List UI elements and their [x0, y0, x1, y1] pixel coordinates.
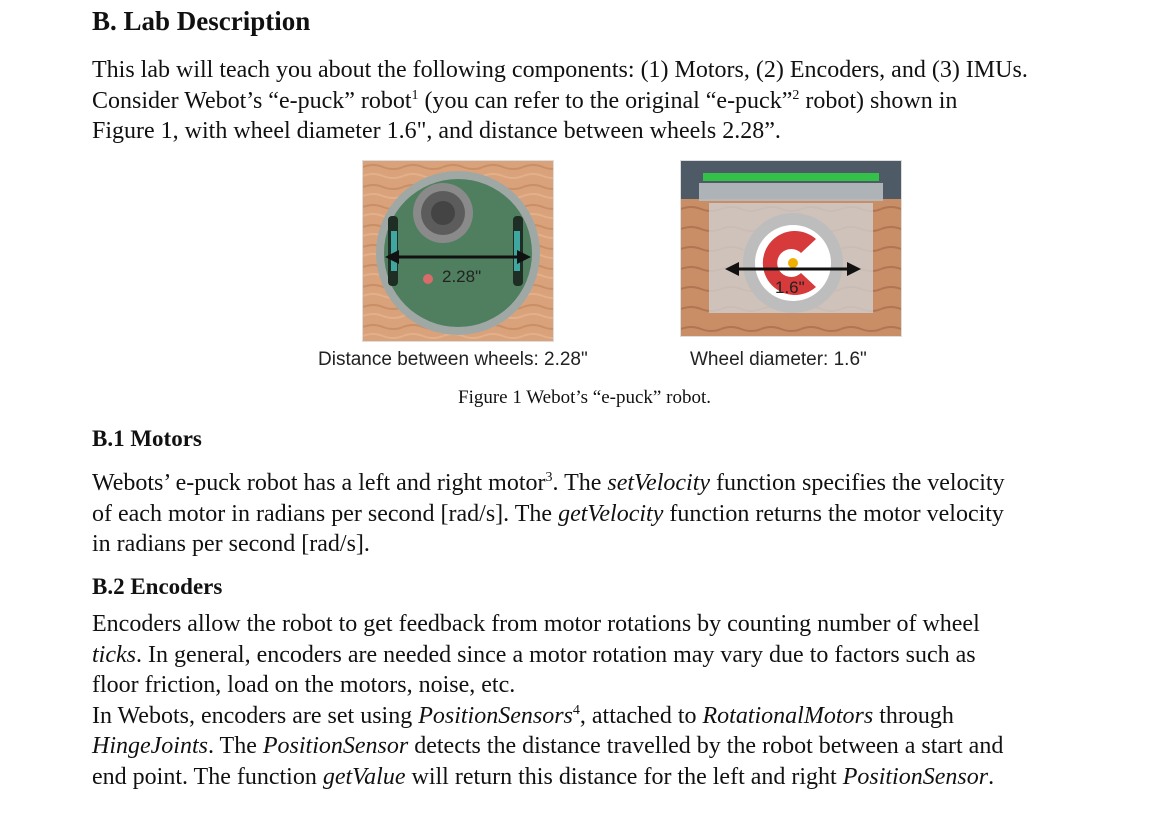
footnote-ref-3[interactable]: 3	[545, 470, 553, 485]
motors-line-1a: Webots’ e-puck robot has a left and right motor	[92, 470, 546, 496]
motors-line-2b: function returns the motor velocity	[663, 500, 1004, 527]
position-sensor-term-2: PositionSensor	[842, 763, 989, 790]
encoders-paragraph	[92, 609, 1132, 792]
footnote-ref-2[interactable]: 2	[792, 87, 800, 103]
position-sensors-term: PositionSensors	[418, 702, 573, 729]
encoders-line-6a: end point. The function	[92, 763, 323, 790]
encoders-heading: B.2 Encoders	[92, 574, 223, 599]
encoders-line-4b: , attached to	[579, 702, 703, 729]
ticks-term: ticks	[92, 641, 136, 668]
figure-overlay-distance: 2.28"	[442, 267, 482, 286]
encoders-line-2: . In general, encoders are needed since a motor rotation may vary due to factors such as	[135, 641, 976, 668]
encoders-line-6c: .	[988, 763, 995, 790]
figure-side-view-image	[680, 160, 902, 337]
encoders-line-5b: detects the distance travelled by the robot between a start and	[408, 733, 1004, 759]
encoders-line-4a: In Webots, encoders are set using	[92, 702, 419, 729]
figure-label-distance: Distance between wheels: 2.28"	[318, 349, 588, 370]
intro-line-2b: (you can refer to the original “e-puck”	[418, 87, 793, 114]
footnote-ref-4[interactable]: 4	[572, 702, 580, 718]
intro-line-1: This lab will teach you about the following components: (1) Motors, (2) Encoders, and (3) IMUs.	[92, 57, 1028, 83]
figure-label-diameter: Wheel diameter: 1.6"	[690, 349, 867, 370]
figure-caption: Figure 1 Webot’s “e-puck” robot.	[458, 387, 711, 408]
hinge-joints-term: HingeJoints	[92, 733, 208, 759]
motors-line-1c: function specifies the velocity	[710, 470, 1005, 496]
intro-paragraph	[92, 55, 1132, 147]
get-value-term: getValue	[322, 763, 406, 790]
encoders-line-5a: . The	[207, 733, 263, 759]
intro-line-2c: robot) shown in	[799, 87, 958, 114]
motors-line-3: in radians per second [rad/s].	[92, 531, 370, 557]
encoders-line-1: Encoders allow the robot to get feedback from motor rotations by counting number of wheel	[92, 611, 980, 637]
figure-overlay-diameter: 1.6"	[775, 278, 805, 297]
encoders-line-3: floor friction, load on the motors, noise, etc.	[92, 672, 516, 698]
motors-paragraph	[92, 468, 1132, 560]
encoders-line-6b: will return this distance for the left and right	[405, 763, 843, 790]
get-velocity-term: getVelocity	[558, 500, 664, 527]
intro-line-2a: Consider Webot’s “e-puck” robot	[92, 87, 412, 114]
motors-line-2a: of each motor in radians per second [rad/s]. The	[92, 500, 559, 527]
motors-heading: B.1 Motors	[92, 426, 202, 451]
figure-top-view-image	[362, 160, 554, 342]
set-velocity-term: setVelocity	[607, 470, 711, 496]
intro-line-3: Figure 1, with wheel diameter 1.6", and distance between wheels 2.28”.	[92, 118, 781, 144]
position-sensor-term: PositionSensor	[262, 733, 409, 759]
encoders-line-4c: through	[873, 702, 954, 729]
motors-line-1b: . The	[552, 470, 608, 496]
section-title: B. Lab Description	[92, 6, 311, 36]
rotational-motors-term: RotationalMotors	[702, 702, 874, 729]
footnote-ref-1[interactable]: 1	[411, 87, 419, 103]
